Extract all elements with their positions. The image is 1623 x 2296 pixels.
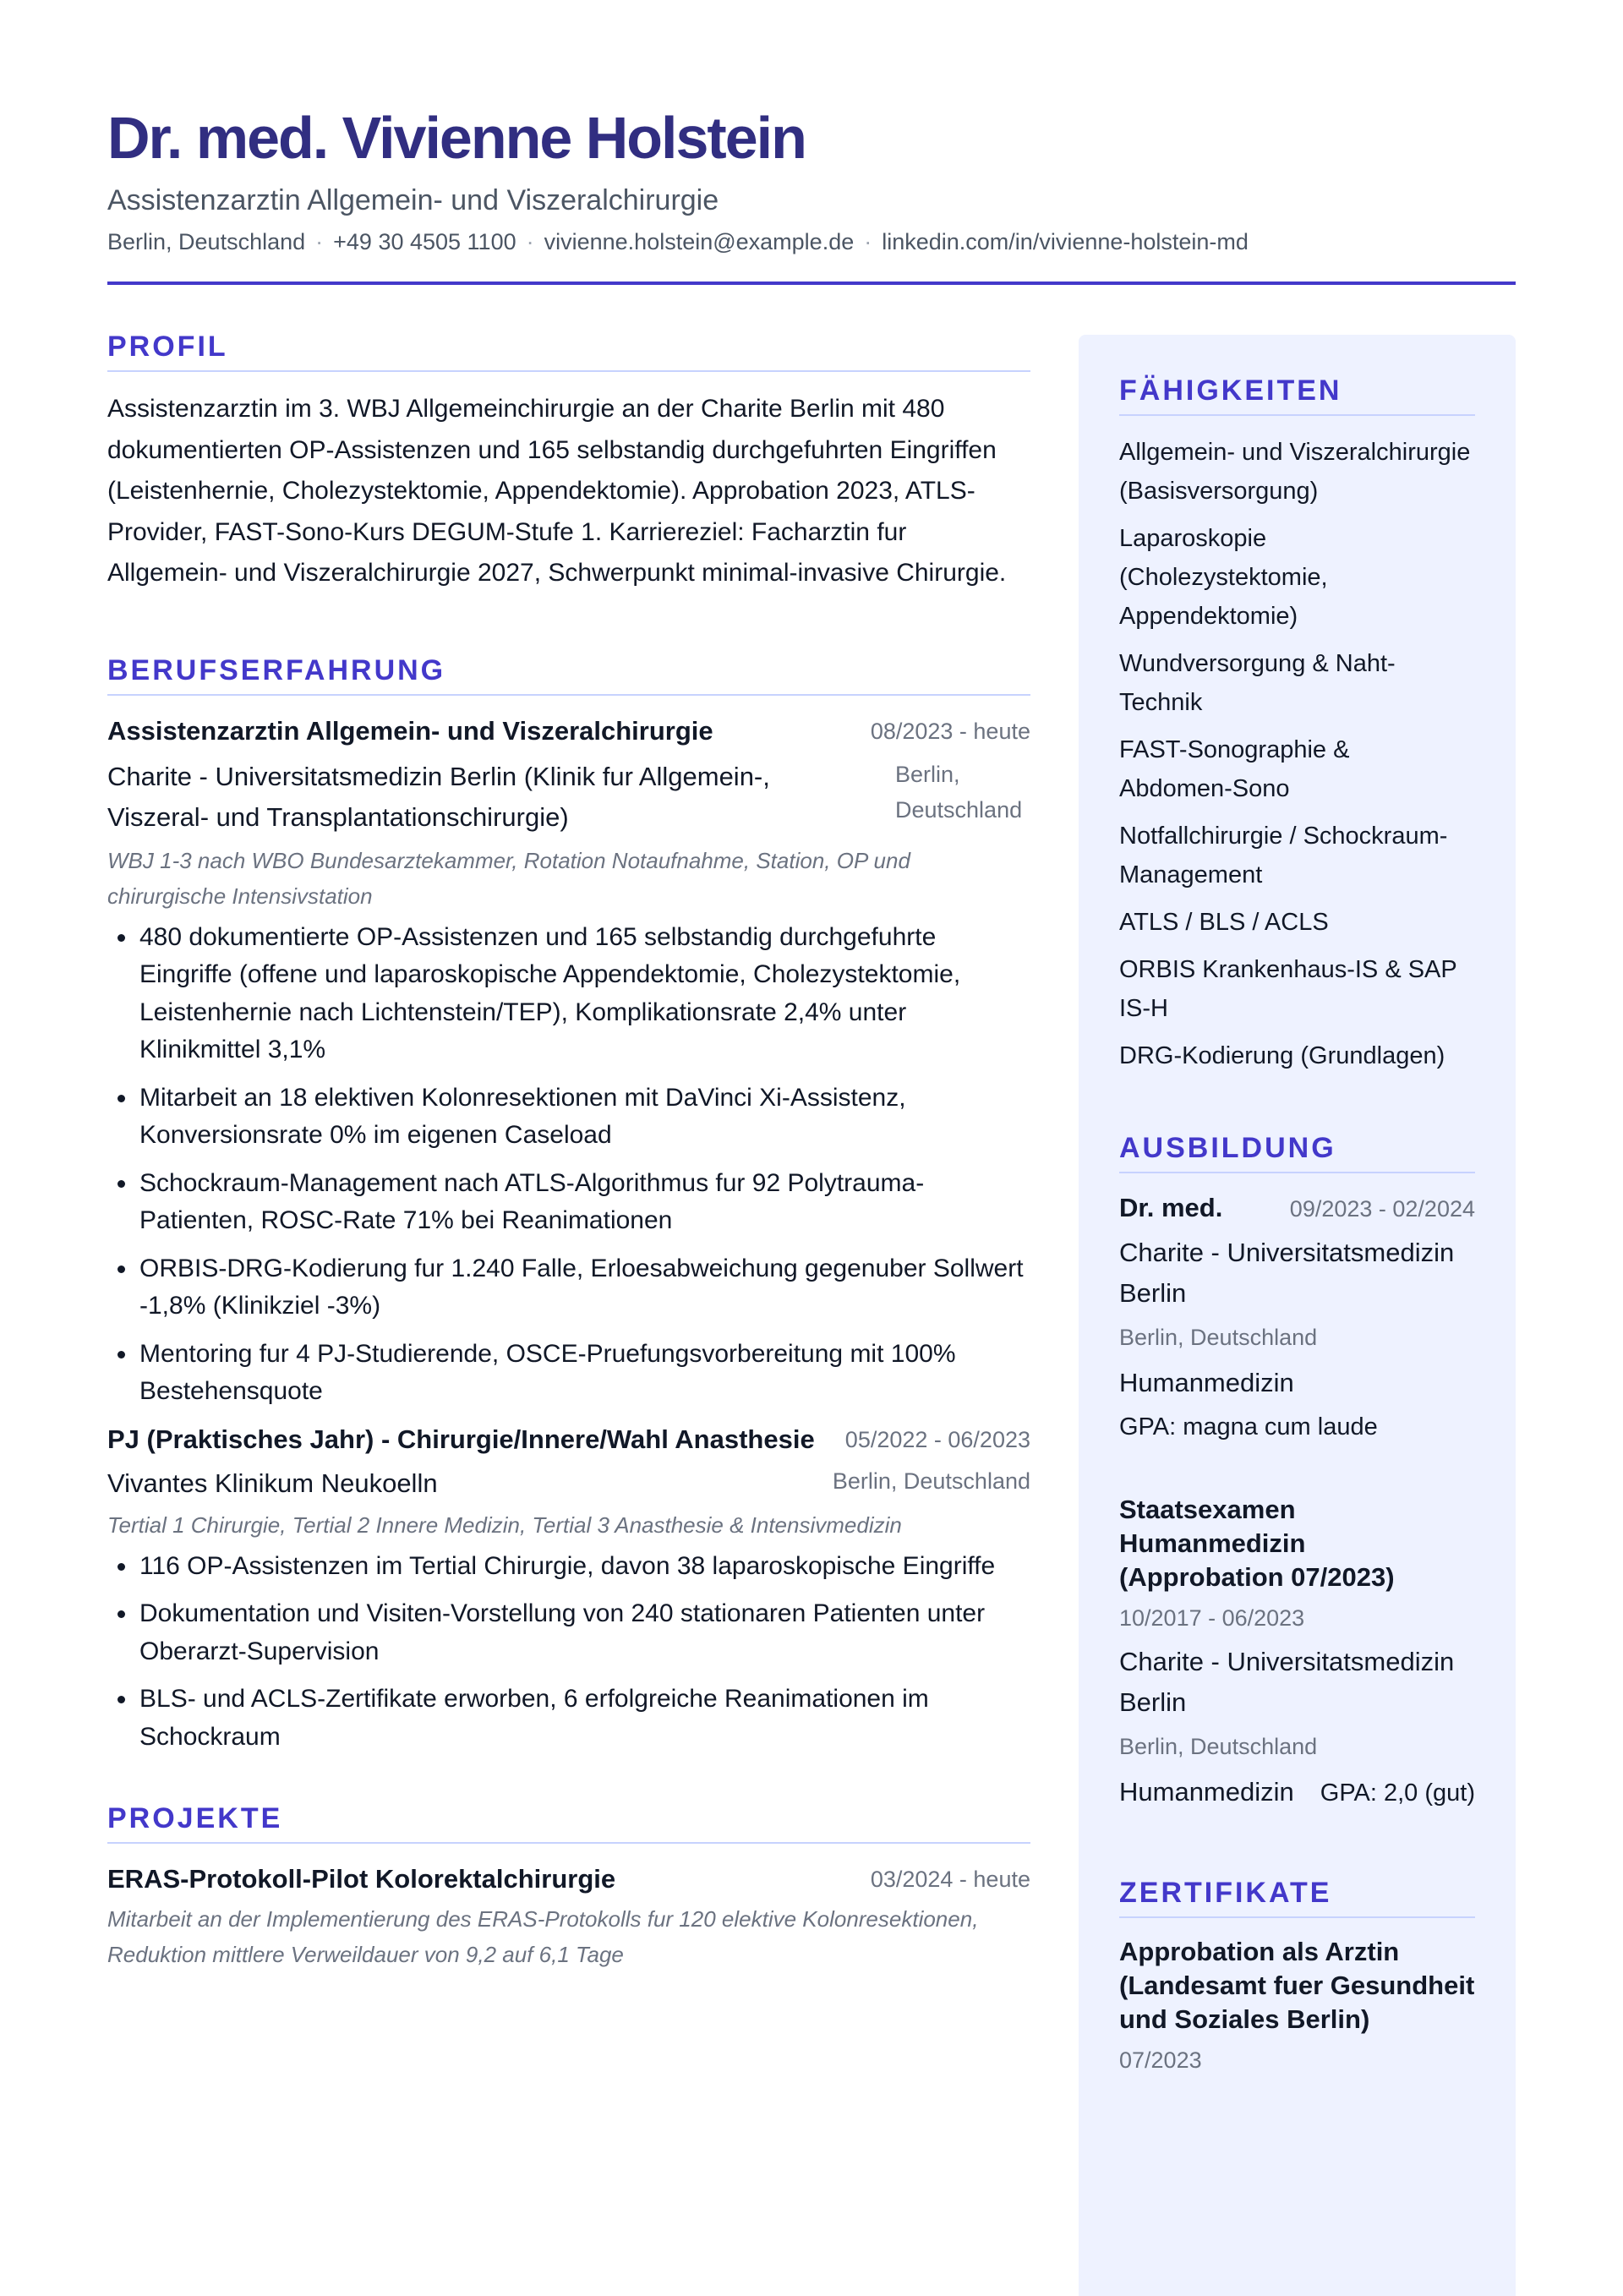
education-field: Humanmedizin bbox=[1119, 1368, 1294, 1397]
sidebar-content bbox=[1119, 372, 1475, 2079]
job-bullet: • Mentoring fur 4 PJ-Studierende, OSCE-Pruefungsvorbereitung mit 100% Bestehensquote bbox=[138, 1336, 1030, 1411]
job-organization: Vivantes Klinikum Neukoelln bbox=[107, 1468, 438, 1498]
job-bullet: • ORBIS-DRG-Kodierung fur 1.240 Falle, Erloesabweichung gegenuber Sollwert -1,8% (Klinikziel -3%) bbox=[138, 1250, 1030, 1326]
project-dates: 03/2024 - heute bbox=[870, 1867, 1030, 1892]
job-organization: Charite - Universitatsmedizin Berlin (Klinik fur Allgemein-, Viszeral- und Transplantationschirurgie) bbox=[107, 761, 770, 832]
section-divider bbox=[1119, 1172, 1475, 1173]
education-entry bbox=[1119, 1190, 1475, 1446]
job-bullet: • Mitarbeit an 18 elektiven Kolonresektionen mit DaVinci Xi-Assistenz, Konversionsrate 0% im eigenen Caseload bbox=[138, 1080, 1030, 1155]
job-bullets bbox=[107, 1548, 1030, 1757]
contact-separator: · bbox=[315, 229, 324, 254]
job-bullet: • Schockraum-Management nach ATLS-Algorithmus fur 92 Polytrauma-Patienten, ROSC-Rate 71% bei Reanimationen bbox=[138, 1165, 1030, 1240]
education-dates: 09/2023 - 02/2024 bbox=[1289, 1196, 1475, 1222]
job-bullets bbox=[107, 919, 1030, 1411]
contact-separator: · bbox=[526, 229, 534, 254]
contact-location: Berlin, Deutschland bbox=[107, 229, 306, 254]
section-title-projects: PROJEKTE bbox=[107, 1802, 283, 1834]
job-entry bbox=[107, 713, 1030, 1411]
job-note: WBJ 1-3 nach WBO Bundesarztekammer, Rotation Notaufnahme, Station, OP und chirurgische Intensivstation bbox=[107, 847, 910, 909]
job-title: Assistenzarztin Allgemein- und Viszeralchirurgie bbox=[107, 715, 713, 746]
profile-text: Assistenzarztin im 3. WBJ Allgemeinchirurgie an der Charite Berlin mit 480 dokumentierten OP-Assistenzen und 165 selbstandig durchgefuhrten Eingriffen (Leistenhernie, Cholezystektomie, Appendektomie). Approbation 2023, ATLS-Provider, FAST-Sono-Kurs DEGUM-Stufe 1. Karriereziel: Facharztin fur Allgemein- und Viszeralchirurgie 2027, Schwerpunkt minimal-invasive Chirurgie. bbox=[107, 395, 1007, 587]
education-school: Charite - Universitatsmedizin Berlin bbox=[1119, 1647, 1455, 1717]
skill-item: Laparoskopie (Cholezystektomie, Appendektomie) bbox=[1119, 525, 1328, 630]
skill-item: ORBIS Krankenhaus-IS & SAP IS-H bbox=[1119, 956, 1457, 1022]
education-degree: Staatsexamen Humanmedizin (Approbation 07/2023) bbox=[1119, 1495, 1395, 1592]
job-bullet: • 480 dokumentierte OP-Assistenzen und 165 selbstandig durchgefuhrte Eingriffe (offene und laparoskopische Appendektomie, Cholezystektomie, Leistenhernie nach Lichtenstein/TEP), Komplikationsrate 2,4% unter Klinikmittel 3,1% bbox=[138, 919, 1030, 1069]
skill-item: ATLS / BLS / ACLS bbox=[1119, 909, 1329, 936]
skill-item: FAST-Sonographie & Abdomen-Sono bbox=[1119, 736, 1350, 802]
section-divider bbox=[1119, 414, 1475, 416]
candidate-title: Assistenzarztin Allgemein- und Viszeralchirurgie bbox=[107, 184, 719, 216]
job-bullet: • 116 OP-Assistenzen im Tertial Chirurgie, davon 38 laparoskopische Eingriffe bbox=[138, 1548, 1030, 1586]
section-title-experience: BERUFSERFAHRUNG bbox=[107, 653, 446, 686]
contact-phone[interactable]: +49 30 4505 1100 bbox=[333, 229, 516, 254]
section-divider bbox=[107, 370, 1030, 372]
education-field: Humanmedizin bbox=[1119, 1777, 1294, 1807]
certificate-name: Approbation als Arztin (Landesamt fuer Gesundheit und Soziales Berlin) bbox=[1119, 1937, 1475, 2034]
resume-header bbox=[107, 100, 1516, 259]
section-title-education: AUSBILDUNG bbox=[1119, 1132, 1336, 1164]
section-title-profile: PROFIL bbox=[107, 331, 228, 363]
education-entry bbox=[1119, 1493, 1475, 1812]
skills-section bbox=[1119, 372, 1475, 1075]
section-title-certificates: ZERTIFIKATE bbox=[1119, 1877, 1332, 1909]
job-note: Tertial 1 Chirurgie, Tertial 2 Innere Medizin, Tertial 3 Anasthesie & Intensivmedizin bbox=[107, 1512, 902, 1538]
education-degree: Dr. med. bbox=[1119, 1193, 1223, 1222]
job-dates: 08/2023 - heute bbox=[870, 718, 1030, 744]
education-gpa: GPA: 2,0 (gut) bbox=[1320, 1779, 1475, 1807]
education-dates: 10/2017 - 06/2023 bbox=[1119, 1605, 1305, 1631]
section-divider bbox=[1119, 1916, 1475, 1918]
job-entry bbox=[107, 1421, 1030, 1757]
job-bullet: • Dokumentation und Visiten-Vorstellung von 240 stationaren Patienten unter Oberarzt-Supervision bbox=[138, 1595, 1030, 1670]
certificates-section bbox=[1119, 1874, 1475, 2079]
contact-email[interactable]: vivienne.holstein@example.de bbox=[544, 229, 855, 254]
skill-item: Notfallchirurgie / Schockraum-Management bbox=[1119, 823, 1448, 888]
project-entry bbox=[107, 1861, 1030, 1972]
education-location: Berlin, Deutschland bbox=[1119, 1325, 1318, 1350]
skill-item: Allgemein- und Viszeralchirurgie (Basisversorgung) bbox=[1119, 439, 1471, 505]
section-title-skills: FÄHIGKEITEN bbox=[1119, 374, 1342, 407]
education-school: Charite - Universitatsmedizin Berlin bbox=[1119, 1238, 1455, 1308]
job-dates: 05/2022 - 06/2023 bbox=[844, 1426, 1030, 1452]
section-divider bbox=[107, 1842, 1030, 1844]
candidate-name: Dr. med. Vivienne Holstein bbox=[107, 105, 806, 171]
project-title: ERAS-Protokoll-Pilot Kolorektalchirurgie bbox=[107, 1864, 616, 1894]
skill-item: Wundversorgung & Naht-Technik bbox=[1119, 650, 1396, 716]
sidebar bbox=[1079, 335, 1516, 2296]
skill-item: DRG-Kodierung (Grundlagen) bbox=[1119, 1042, 1445, 1069]
experience-section bbox=[107, 652, 1030, 1757]
header-divider bbox=[107, 282, 1516, 285]
job-title: PJ (Praktisches Jahr) - Chirurgie/Innere/Wahl Anasthesie bbox=[107, 1424, 815, 1454]
contact-linkedin[interactable]: linkedin.com/in/vivienne-holstein-md bbox=[882, 229, 1249, 254]
main-column bbox=[107, 328, 1030, 1972]
section-divider bbox=[107, 694, 1030, 696]
certificate-date: 07/2023 bbox=[1119, 2047, 1202, 2073]
contact-separator: · bbox=[864, 229, 872, 254]
education-section bbox=[1119, 1129, 1475, 1812]
contact-line bbox=[107, 225, 1516, 259]
job-bullet: • BLS- und ACLS-Zertifikate erworben, 6 erfolgreiche Reanimationen im Schockraum bbox=[138, 1681, 1030, 1756]
profile-section bbox=[107, 328, 1030, 594]
project-note: Mitarbeit an der Implementierung des ERAS-Protokolls fur 120 elektive Kolonresektionen, Reduktion mittlere Verweildauer von 9,2 auf 6,1 Tage bbox=[107, 1906, 979, 1967]
job-location: Berlin, Deutschland bbox=[895, 761, 1023, 823]
education-location: Berlin, Deutschland bbox=[1119, 1734, 1318, 1759]
projects-section bbox=[107, 1800, 1030, 1972]
certificate-entry bbox=[1119, 1935, 1475, 2079]
education-gpa: GPA: magna cum laude bbox=[1119, 1413, 1378, 1440]
job-location: Berlin, Deutschland bbox=[832, 1468, 1030, 1494]
